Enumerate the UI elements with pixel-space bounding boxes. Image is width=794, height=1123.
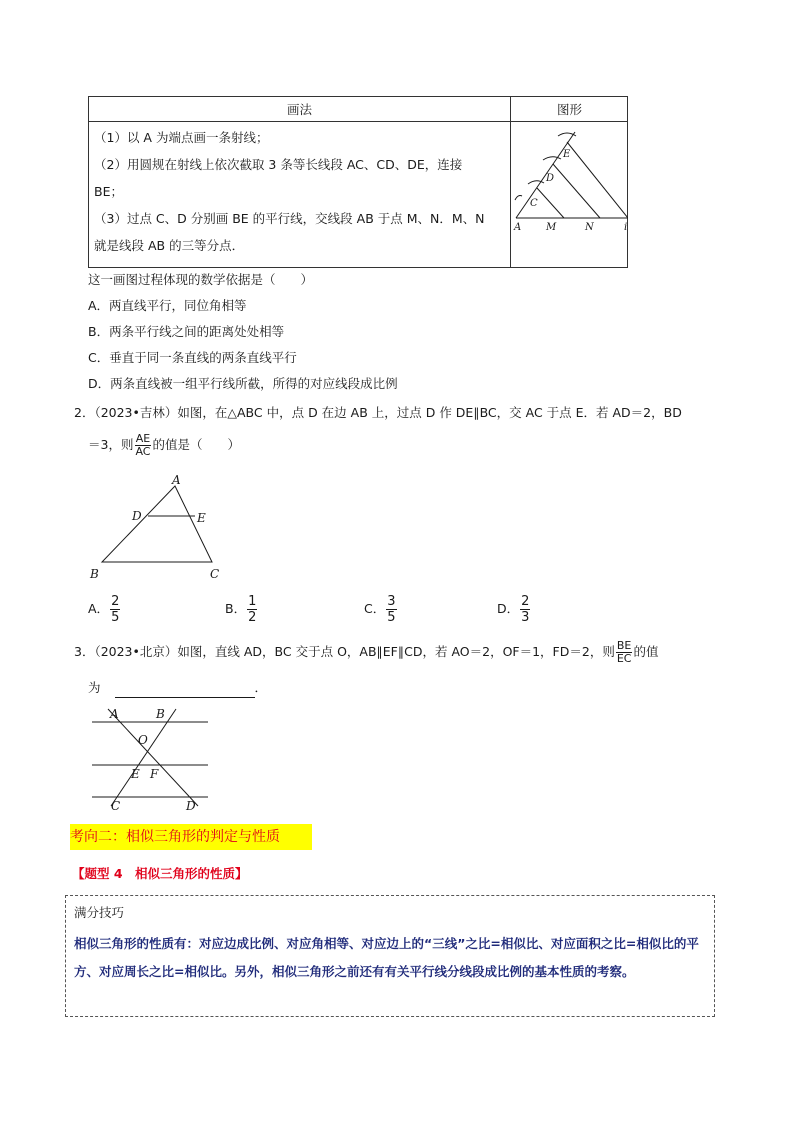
fig3-label-o: O (138, 733, 148, 747)
fig2-label-d: D (132, 509, 142, 523)
q2-option-b-fraction: $\frac{1}{2}$ (248, 594, 257, 625)
fig2-label-e: E (197, 511, 206, 525)
q2-stem-line-2 (88, 433, 240, 458)
q3-frac-den: EC (616, 652, 632, 665)
fig2-label-b: B (90, 567, 99, 581)
q3-answer-prefix: 为 (88, 680, 101, 695)
fig1-label-d: D (546, 173, 555, 184)
q2-option-a-fraction: $\frac{2}{5}$ (111, 594, 120, 625)
tip-title: 满分技巧 (74, 905, 125, 920)
fig1-label-a: A (514, 222, 522, 233)
fig1-label-m: M (546, 222, 557, 233)
tip-box (65, 895, 715, 1017)
q2-stem-line-1: 2．（2023•吉林）如图，在△ABC 中，点 D 在边 AB 上，过点 D 作 DE∥BC，交 AC 于点 E．若 AD＝2，BD (74, 405, 682, 420)
fig2-label-c: C (210, 567, 220, 581)
header-figure: 图形 (556, 102, 582, 117)
q2-post: 的值是（ ） (152, 437, 240, 452)
q3-stem-line-2 (88, 678, 267, 698)
fig3-label-d: D (186, 799, 196, 813)
q3-frac-num: BE (616, 639, 632, 652)
step-3-line-2: 就是线段 AB 的三等分点． (94, 238, 245, 253)
q3-fraction (616, 640, 633, 665)
fig3-label-c: C (111, 799, 121, 813)
q1-option-d: D．两条直线被一组平行线所截，所得的对应线段成比例 (88, 376, 398, 391)
q2-fraction (134, 433, 151, 458)
q2-frac-den: AC (135, 445, 151, 458)
parallel-lines-figure (86, 702, 212, 814)
fig1-label-n: N (585, 222, 594, 233)
q2-option-d: D． $\frac{2}{3}$ (497, 594, 530, 625)
header-method: 画法 (286, 102, 312, 117)
fig3-label-a: A (110, 707, 119, 721)
triangle-figure (86, 472, 236, 584)
fig3-label-b: B (156, 707, 165, 721)
q1-option-a: A．两直线平行，同位角相等 (88, 298, 247, 313)
trisection-figure (510, 122, 628, 268)
type-title: 【题型 4 相似三角形的性质】 (72, 866, 248, 881)
q1-stem: 这一画图过程体现的数学依据是（ ） (88, 272, 314, 287)
q3-pre: 3．（2023•北京）如图，直线 AD，BC 交于点 O，AB∥EF∥CD，若 AO＝2，OF＝1，FD＝2，则 (74, 644, 615, 659)
step-1: （1）以 A 为端点画一条射线； (94, 130, 269, 145)
q2-option-c-fraction: $\frac{3}{5}$ (387, 594, 396, 625)
q2-option-d-fraction: $\frac{2}{3}$ (521, 594, 530, 625)
fig1-label-b: i (624, 222, 628, 233)
q1-option-b: B．两条平行线之间的距离处处相等 (88, 324, 285, 339)
q3-answer-suffix: ． (254, 680, 268, 695)
step-2-line-2: BE； (94, 184, 123, 199)
fig3-label-f: F (150, 767, 159, 781)
fig3-label-e: E (131, 767, 140, 781)
q3-stem-line-1 (74, 640, 658, 665)
step-2-line-1: （2）用圆规在射线上依次截取 3 条等长线段 AC、CD、DE，连接 (94, 157, 463, 172)
fig1-label-e: E (563, 149, 571, 160)
fig1-label-c: C (530, 198, 538, 209)
q2-frac-num: AE (135, 432, 151, 445)
answer-blank[interactable] (115, 683, 255, 698)
q2-pre: ＝3，则 (88, 437, 134, 452)
q2-option-c: C． $\frac{3}{5}$ (364, 594, 396, 625)
q1-option-c: C．垂直于同一条直线的两条直线平行 (88, 350, 297, 365)
method-table (88, 96, 628, 268)
step-3-line-1: （3）过点 C、D 分别画 BE 的平行线，交线段 AB 于点 M、N．M、N (94, 211, 485, 226)
tip-body: 相似三角形的性质有：对应边成比例、对应角相等、对应边上的“三线”之比=相似比、对应面积之比=相似比的平方、对应周长之比=相似比。另外，相似三角形之前还有有关平行线分线段成比例的基本性质的考察。 (74, 936, 699, 979)
q2-option-b: B． $\frac{1}{2}$ (225, 594, 257, 625)
q3-post: 的值 (633, 644, 659, 659)
q2-option-a: A． $\frac{2}{5}$ (88, 594, 120, 625)
section-banner: 考向二：相似三角形的判定与性质 (70, 824, 312, 850)
fig2-label-a: A (172, 473, 181, 487)
